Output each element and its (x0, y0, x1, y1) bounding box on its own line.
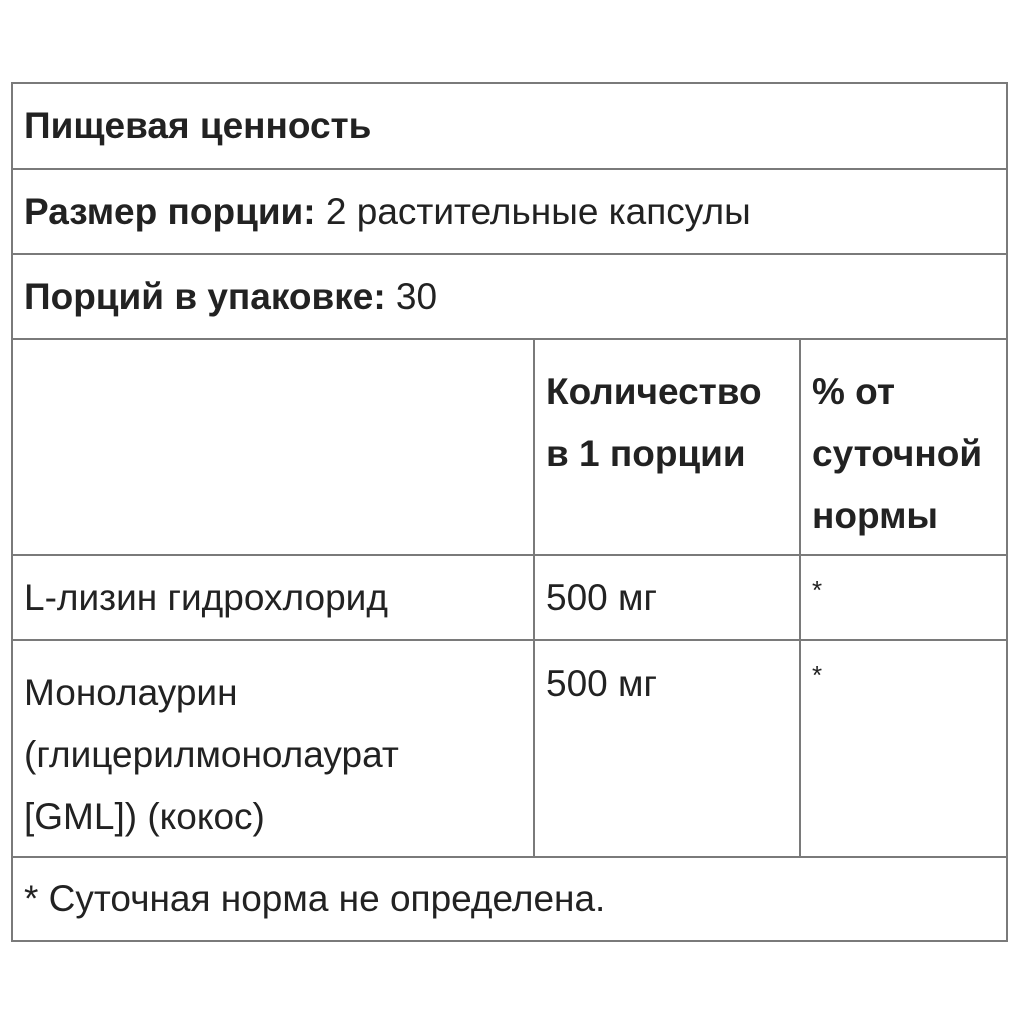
header-name-cell (13, 340, 533, 554)
title-row (13, 84, 1006, 170)
ingredient-amount: 500 мг (533, 641, 799, 856)
ingredient-name-line: (глицерилмонолаурат (24, 734, 399, 775)
header-dv-line1: % от (812, 371, 895, 412)
table-title: Пищевая ценность (24, 105, 372, 146)
column-header-row (13, 340, 1006, 556)
header-dv-line3: нормы (812, 495, 939, 536)
ingredient-name-line: L-лизин гидрохлорид (24, 576, 388, 618)
header-dv-cell (799, 340, 1006, 554)
ingredient-name-line: Монолаурин (24, 672, 238, 713)
serving-size-value: 2 растительные капсулы (315, 190, 751, 232)
ingredient-name-line: [GML]) (кокос) (24, 796, 265, 837)
header-amount-line1: Количество (546, 371, 762, 412)
ingredient-name (13, 641, 533, 856)
serving-size (13, 170, 1006, 253)
table-row (13, 556, 1006, 641)
serving-size-label: Размер порции: (24, 190, 316, 232)
ingredient-daily-value: * (799, 641, 1006, 856)
header-amount-cell (533, 340, 799, 554)
footnote-row (13, 858, 1006, 940)
ingredient-amount: 500 мг (533, 556, 799, 639)
ingredient-name (13, 556, 533, 639)
serving-size-row (13, 170, 1006, 255)
servings-per-container-row (13, 255, 1006, 340)
servings-per-container (13, 255, 1006, 338)
footnote: * Суточная норма не определена. (24, 878, 606, 919)
header-amount-line2: в 1 порции (546, 433, 746, 474)
table-row (13, 641, 1006, 858)
ingredient-daily-value: * (799, 556, 1006, 639)
servings-per-container-value: 30 (385, 275, 438, 317)
nutrition-facts-table (11, 82, 1008, 942)
header-dv-line2: суточной (812, 433, 983, 474)
servings-per-container-label: Порций в упаковке: (24, 275, 386, 317)
